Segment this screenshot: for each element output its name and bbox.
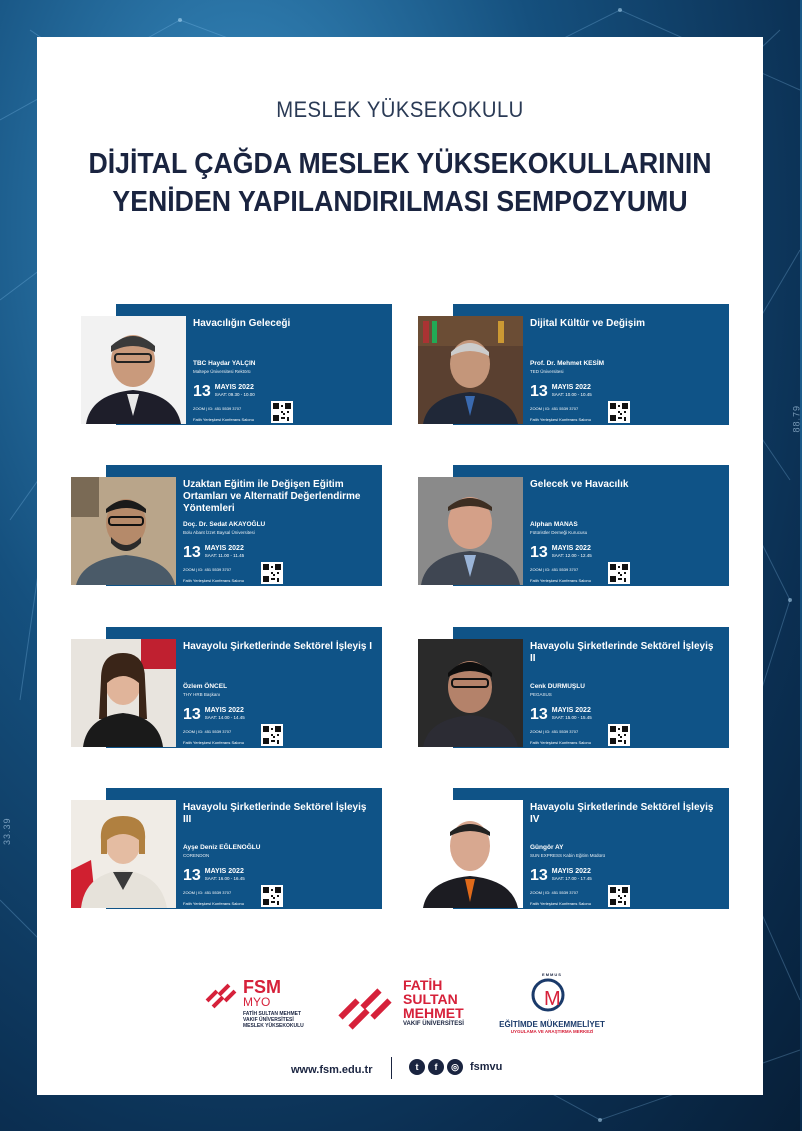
footer-url[interactable]: www.fsm.edu.tr xyxy=(291,1064,373,1076)
session-date xyxy=(530,545,592,561)
session-title: Havayolu Şirketlerinde Sektörel İşleyiş IV xyxy=(530,802,714,825)
egitimde-mukemmeliyet-logo[interactable] xyxy=(497,972,607,1035)
speaker-name: Doç. Dr. Sedat AKAYOĞLU xyxy=(183,521,266,528)
session-time: SAAT: 15.00 - 15.45 xyxy=(551,715,592,720)
fatih-sultan-mehmet-logo[interactable] xyxy=(335,978,464,1040)
date-day: 13 xyxy=(530,867,548,884)
em-main-text: EĞİTİMDE MÜKEMMELİYET xyxy=(499,1020,605,1029)
fsm-sub2: VAKIF ÜNİVERSİTESİ xyxy=(243,1017,294,1023)
mehmet-text: MEHMET xyxy=(403,1005,464,1021)
poster-title-line2: YENİDEN YAPILANDIRILMASI SEMPOZYUMU xyxy=(112,186,688,218)
session-title: Dijital Kültür ve Değişim xyxy=(530,318,646,329)
vakif-text: VAKIF ÜNİVERSİTESİ xyxy=(403,1021,464,1027)
date-day: 13 xyxy=(183,544,201,561)
fsmvu-mark-icon xyxy=(335,978,397,1040)
date-month: MAYIS 2022 xyxy=(204,707,244,714)
speaker-institution: PEGASUS xyxy=(530,692,552,697)
speaker-institution: Bolu Abant İzzet Baysal Üniversitesi xyxy=(183,530,255,535)
footer-divider xyxy=(391,1057,392,1079)
date-month: MAYIS 2022 xyxy=(214,384,254,391)
date-day: 13 xyxy=(183,706,201,723)
qr-code-icon[interactable] xyxy=(261,724,283,746)
session-card xyxy=(71,788,382,909)
session-time: SAAT: 16.00 - 16.45 xyxy=(204,876,245,881)
session-time: SAAT: 17.00 - 17.45 xyxy=(551,876,592,881)
speaker-photo xyxy=(418,800,523,908)
twitter-icon[interactable]: t xyxy=(409,1059,425,1075)
session-date xyxy=(530,868,592,884)
speaker-photo xyxy=(71,800,176,908)
speaker-name: Güngör AY xyxy=(530,844,564,851)
location-info: Fatih Yerleşkesi Konferans Salonu xyxy=(530,740,591,745)
fsm-myo-logo[interactable] xyxy=(203,978,304,1029)
footer-social xyxy=(409,1059,502,1075)
speaker-photo xyxy=(418,639,523,747)
qr-code-icon[interactable] xyxy=(608,401,630,423)
session-time: SAAT: 10.00 - 10.45 xyxy=(551,392,592,397)
session-info xyxy=(530,788,726,909)
speaker-name: Alphan MANAS xyxy=(530,521,578,528)
speaker-photo xyxy=(71,639,176,747)
session-info xyxy=(530,627,726,748)
date-month: MAYIS 2022 xyxy=(204,868,244,875)
session-title: Havacılığın Geleceği xyxy=(193,318,291,329)
speaker-institution: SUN EXPRESS Kabin Eğitim Müdürü xyxy=(530,853,606,858)
session-card xyxy=(71,465,382,586)
session-time: SAAT: 09.30 - 10.00 xyxy=(214,392,255,397)
instagram-icon[interactable]: ◎ xyxy=(447,1059,463,1075)
session-date xyxy=(183,868,245,884)
session-card xyxy=(418,304,729,425)
speaker-institution: THY HRB Başkanı xyxy=(183,692,221,697)
footer-logos xyxy=(37,972,763,1052)
location-info: Fatih Yerleşkesi Konferans Salonu xyxy=(530,901,591,906)
session-time: SAAT: 14.00 - 14.45 xyxy=(204,715,245,720)
speaker-institution: Maltepe Üniversitesi Rektörü xyxy=(193,369,251,374)
session-info xyxy=(530,304,726,425)
qr-code-icon[interactable] xyxy=(608,885,630,907)
session-card xyxy=(81,304,392,425)
speaker-name: Özlem ÖNCEL xyxy=(183,683,228,690)
session-card xyxy=(418,788,729,909)
speaker-photo xyxy=(418,477,523,585)
session-info xyxy=(193,304,389,425)
session-info xyxy=(183,465,379,586)
session-date xyxy=(183,545,244,561)
date-day: 13 xyxy=(530,544,548,561)
location-info: Fatih Yerleşkesi Konferans Salonu xyxy=(183,901,244,906)
session-card xyxy=(418,465,729,586)
zoom-info: ZOOM | ID: 451 5539 3707 xyxy=(530,890,579,895)
qr-code-icon[interactable] xyxy=(261,562,283,584)
zoom-info: ZOOM | ID: 451 5539 3707 xyxy=(183,729,232,734)
speaker-institution: Fütüristler Derneği Kurucusu xyxy=(530,530,588,535)
session-card xyxy=(418,627,729,748)
facebook-icon[interactable]: f xyxy=(428,1059,444,1075)
session-title: Havayolu Şirketlerinde Sektörel İşleyiş I xyxy=(183,641,372,652)
session-date xyxy=(530,384,592,400)
footer-handle[interactable]: fsmvu xyxy=(470,1061,503,1073)
side-number-right: 88.79 xyxy=(792,405,802,433)
session-title: Havayolu Şirketlerinde Sektörel İşleyiş II xyxy=(530,641,714,664)
session-title: Havayolu Şirketlerinde Sektörel İşleyiş III xyxy=(183,802,367,825)
em-mark-icon xyxy=(530,977,574,1013)
zoom-info: ZOOM | ID: 451 5539 3707 xyxy=(183,567,232,572)
session-title: Uzaktan Eğitim ile Değişen Eğitim Ortamları ve Alternatif Değerlendirme Yöntemleri xyxy=(183,479,361,514)
qr-code-icon[interactable] xyxy=(261,885,283,907)
session-info xyxy=(183,788,379,909)
zoom-info: ZOOM | ID: 451 5539 3707 xyxy=(530,567,579,572)
location-info: Fatih Yerleşkesi Konferans Salonu xyxy=(530,578,591,583)
zoom-info: ZOOM | ID: 451 5539 3707 xyxy=(193,406,242,411)
session-time: SAAT: 12.00 - 12.45 xyxy=(551,553,592,558)
location-info: Fatih Yerleşkesi Konferans Salonu xyxy=(183,740,244,745)
date-month: MAYIS 2022 xyxy=(551,384,591,391)
date-day: 13 xyxy=(530,383,548,400)
poster-subtitle: MESLEK YÜKSEKOKULU xyxy=(276,97,524,122)
date-month: MAYIS 2022 xyxy=(551,545,591,552)
poster-title xyxy=(66,145,734,221)
date-month: MAYIS 2022 xyxy=(551,868,591,875)
poster-sheet xyxy=(37,37,763,1095)
date-day: 13 xyxy=(193,383,211,400)
speaker-institution: TED Üniversitesi xyxy=(530,369,564,374)
session-date xyxy=(530,707,592,723)
fatih-text: FATİH xyxy=(403,977,443,993)
fsm-sub1: FATİH SULTAN MEHMET xyxy=(243,1011,302,1017)
speaker-name: Ayşe Deniz EĞLENOĞLU xyxy=(183,844,261,851)
session-date xyxy=(193,384,255,400)
zoom-info: ZOOM | ID: 451 5539 3707 xyxy=(183,890,232,895)
poster-title-line1: DİJİTAL ÇAĞDA MESLEK YÜKSEKOKULLARININ xyxy=(88,148,712,180)
speaker-name: TBC Haydar YALÇIN xyxy=(193,360,256,367)
session-time: SAAT: 11.00 - 11.45 xyxy=(204,553,245,558)
qr-code-icon[interactable] xyxy=(271,401,293,423)
qr-code-icon[interactable] xyxy=(608,724,630,746)
session-info xyxy=(530,465,726,586)
speaker-name: Cenk DURMUŞLU xyxy=(530,683,585,690)
date-day: 13 xyxy=(183,867,201,884)
speaker-name: Prof. Dr. Mehmet KESİM xyxy=(530,360,605,367)
date-month: MAYIS 2022 xyxy=(204,545,244,552)
speaker-photo xyxy=(81,316,186,424)
sultan-text: SULTAN xyxy=(403,991,458,1007)
svg-text:M: M xyxy=(544,988,561,1010)
zoom-info: ZOOM | ID: 451 5539 3707 xyxy=(530,729,579,734)
em-sub-text: UYGULAMA VE ARAŞTIRMA MERKEZİ xyxy=(510,1029,594,1034)
date-month: MAYIS 2022 xyxy=(551,707,591,714)
fsm-big: FSM xyxy=(243,977,281,997)
em-top-text: EMMUS xyxy=(542,972,562,977)
session-card xyxy=(71,627,382,748)
side-number-left: 33.39 xyxy=(2,817,12,845)
location-info: Fatih Yerleşkesi Konferans Salonu xyxy=(183,578,244,583)
fsm-sub3: MESLEK YÜKSEKOKULU xyxy=(243,1023,304,1029)
session-date xyxy=(183,707,245,723)
speaker-photo xyxy=(71,477,176,585)
date-day: 13 xyxy=(530,706,548,723)
location-info: Fatih Yerleşkesi Konferans Salonu xyxy=(193,417,254,422)
session-title: Gelecek ve Havacılık xyxy=(530,479,629,490)
zoom-info: ZOOM | ID: 451 5539 3707 xyxy=(530,406,579,411)
speaker-institution: CORENDON xyxy=(183,853,210,858)
fsm-mark-icon xyxy=(203,978,239,1014)
fsm-myo: MYO xyxy=(243,995,271,1009)
session-info xyxy=(183,627,379,748)
qr-code-icon[interactable] xyxy=(608,562,630,584)
speaker-photo xyxy=(418,316,523,424)
location-info: Fatih Yerleşkesi Konferans Salonu xyxy=(530,417,591,422)
